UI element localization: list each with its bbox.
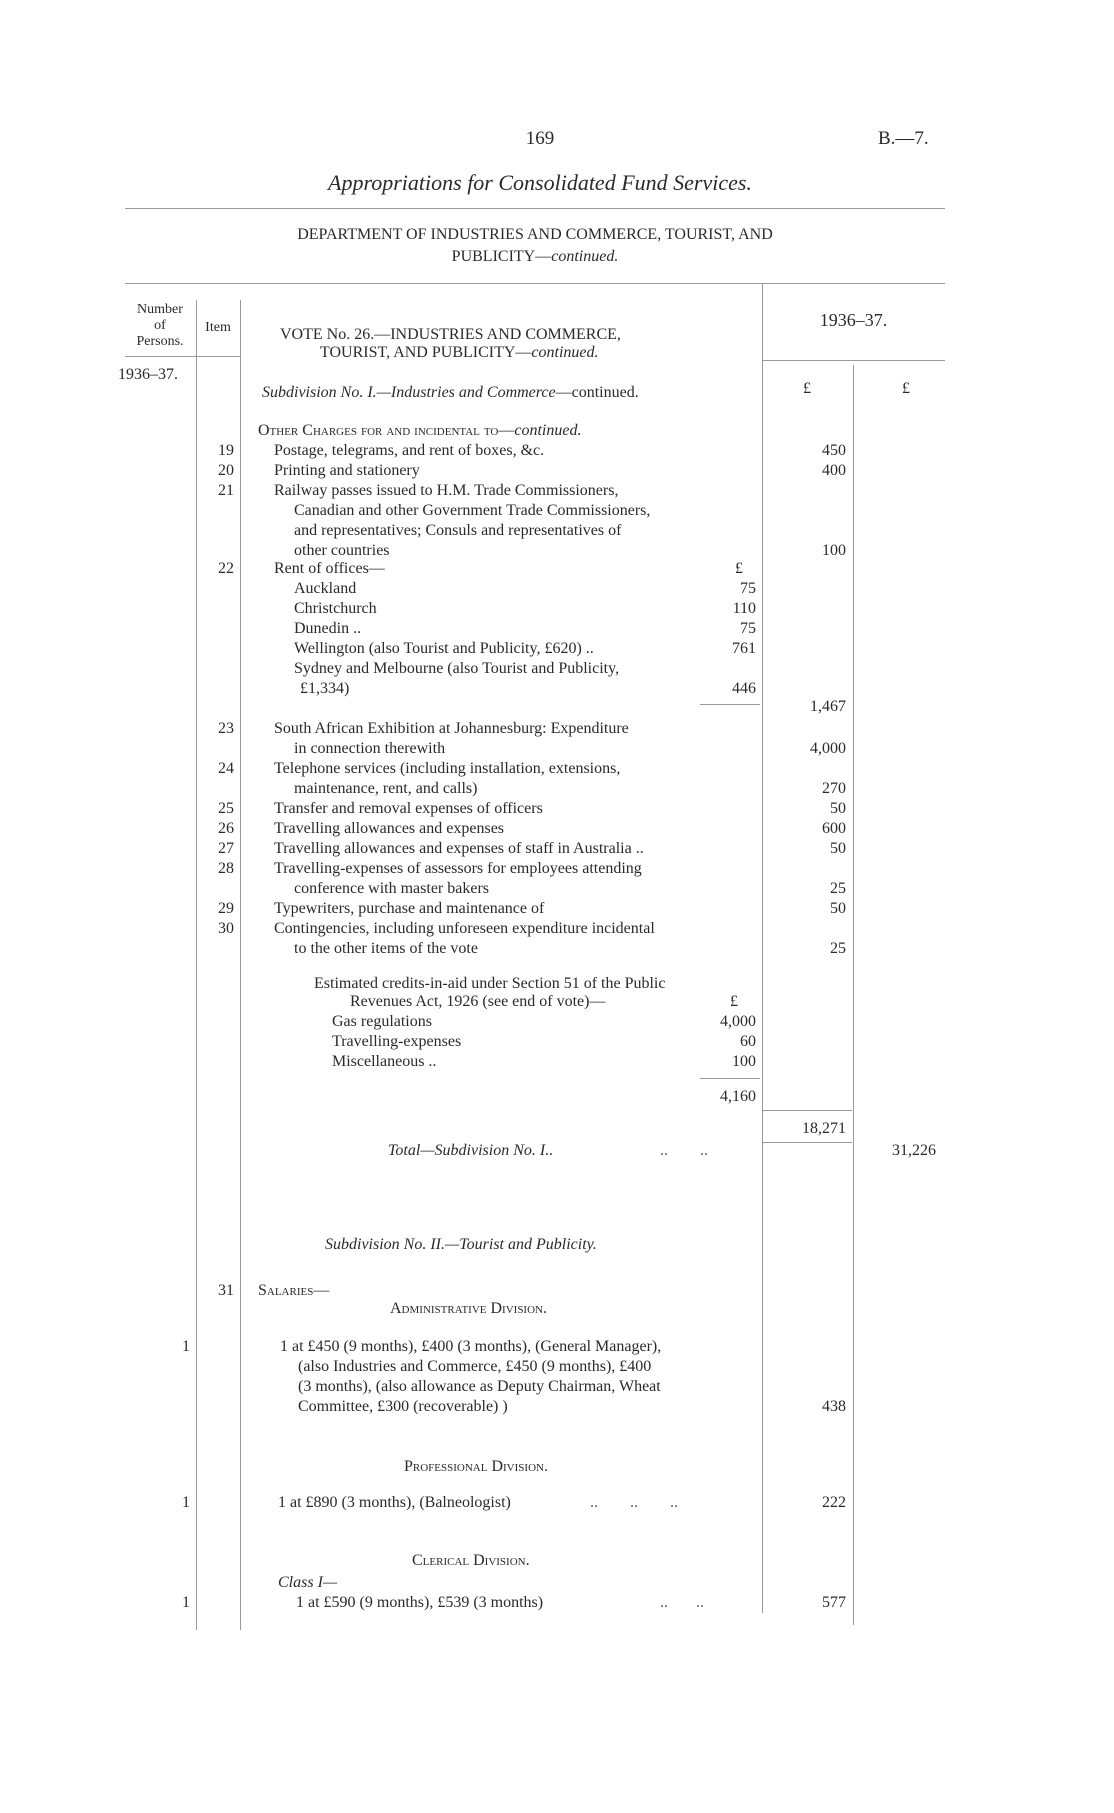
year-header: 1936–37. <box>819 310 888 330</box>
item-amount: 600 <box>822 820 846 837</box>
grand-total-amount: 31,226 <box>892 1142 936 1159</box>
admin-description-line: Committee, £300 (recoverable) ) <box>298 1398 508 1415</box>
prof-persons: 1 <box>182 1494 190 1511</box>
rent-amount: 75 <box>740 620 756 637</box>
item-number: 27 <box>218 840 234 857</box>
rent-amount: 761 <box>732 640 756 657</box>
total-leader-dots: .. .. <box>660 1142 708 1159</box>
persons-year: 1936–37. <box>118 366 178 383</box>
item-description-line: Travelling allowances and expenses <box>274 820 505 837</box>
item-description-line: Telephone services (including installation, extensions, <box>274 760 621 777</box>
prof-leader-dots: .. .. .. <box>590 1494 678 1511</box>
credits-total: 4,160 <box>720 1088 756 1105</box>
administrative-division-heading: Administrative Division. <box>390 1300 547 1317</box>
admin-description-line: (3 months), (also allowance as Deputy Chairman, Wheat <box>298 1378 661 1395</box>
item-description-line: South African Exhibition at Johannesburg: Expenditure <box>274 720 629 737</box>
item-description-line: conference with master bakers <box>294 880 490 897</box>
total-subdivision-label: Total—Subdivision No. I.. <box>388 1142 554 1159</box>
persons-header-1: Number <box>137 302 183 317</box>
vote-heading-2-text: TOURIST, AND PUBLICITY— <box>320 344 532 361</box>
rent-place: Wellington (also Tourist and Publicity, £620) .. <box>294 640 594 657</box>
rent-place: Christchurch <box>294 600 377 617</box>
rent-pound-sign: £ <box>735 560 743 577</box>
persons-header-rule <box>125 356 240 357</box>
page-title: Appropriations for Consolidated Fund Services. <box>328 170 752 195</box>
item-number: 22 <box>218 560 234 577</box>
title-rule <box>125 208 945 209</box>
item-amount: 270 <box>822 780 846 797</box>
item-description-line: Typewriters, purchase and maintenance of <box>274 900 545 917</box>
other-charges-continued: continued. <box>514 422 582 439</box>
item-amount: 4,000 <box>810 740 846 757</box>
subdivision-1-title <box>262 384 639 402</box>
rent-place: Sydney and Melbourne (also Tourist and Publicity, <box>294 660 620 677</box>
item-number: 19 <box>218 442 234 459</box>
item-31: 31 <box>218 1282 234 1299</box>
rent-total: 1,467 <box>810 698 846 715</box>
item-header: Item <box>205 320 231 335</box>
rent-amount: 446 <box>732 680 756 697</box>
rent-sum-rule <box>700 704 760 705</box>
item-number: 21 <box>218 482 234 499</box>
subdivision-1-continued: —continued. <box>555 384 639 401</box>
item-amount: 50 <box>830 840 846 857</box>
rent-amount: 110 <box>732 600 756 617</box>
rent-place: Auckland <box>294 580 357 597</box>
persons-header-2: of <box>154 318 166 333</box>
cler-description: 1 at £590 (9 months), £539 (3 months) <box>296 1594 544 1611</box>
rent-place: Dunedin .. <box>294 620 362 637</box>
vote-continued: continued. <box>531 344 599 361</box>
item-number: 20 <box>218 462 234 479</box>
item-description-line: to the other items of the vote <box>294 940 478 957</box>
item-description-line: Transfer and removal expenses of officers <box>274 800 543 817</box>
item-description-line: Rent of offices— <box>274 560 385 577</box>
subdivision-2-title: Subdivision No. II.—Tourist and Publicity. <box>325 1236 597 1253</box>
professional-division-heading: Professional Division. <box>404 1458 548 1475</box>
item-number: 28 <box>218 860 234 877</box>
pound-column-2: £ <box>902 380 910 397</box>
persons-header-3: Persons. <box>136 334 184 349</box>
credit-amount: 60 <box>740 1033 756 1050</box>
admin-description-line: 1 at £450 (9 months), £400 (3 months), (General Manager), <box>280 1338 662 1355</box>
credit-label: Miscellaneous .. <box>332 1053 437 1070</box>
other-charges-heading <box>258 422 581 440</box>
item-description-line: Travelling allowances and expenses of staff in Australia .. <box>274 840 644 857</box>
department-line-1: DEPARTMENT OF INDUSTRIES AND COMMERCE, TOURIST, AND <box>297 226 773 243</box>
item-description-line: Canadian and other Government Trade Commissioners, <box>294 502 651 519</box>
total-bottom-rule <box>762 1142 852 1143</box>
item-description-line: maintenance, rent, and calls) <box>294 780 478 797</box>
table-top-rule <box>125 283 945 284</box>
rent-place: £1,334) <box>300 680 350 697</box>
subdivision-1-text: Subdivision No. I.—Industries and Commerce <box>262 384 556 401</box>
year-header-rule <box>762 360 945 361</box>
admin-amount: 438 <box>822 1398 846 1415</box>
other-charges-heading-text: Other Charges for and incidental to— <box>258 422 515 439</box>
salaries-heading: Salaries— <box>258 1282 330 1299</box>
item-column-divider <box>240 300 241 1630</box>
cler-leader-dots: .. .. <box>660 1594 704 1611</box>
credits-line-2: Revenues Act, 1926 (see end of vote)— <box>350 993 606 1010</box>
description-column-divider <box>762 283 763 1613</box>
item-number: 29 <box>218 900 234 917</box>
admin-persons: 1 <box>182 1338 190 1355</box>
class-one-label: Class I— <box>278 1574 338 1591</box>
item-amount: 50 <box>830 900 846 917</box>
credit-amount: 100 <box>732 1053 756 1070</box>
credits-pound-sign: £ <box>730 993 738 1010</box>
item-number: 24 <box>218 760 234 777</box>
item-amount: 100 <box>822 542 846 559</box>
cler-amount: 577 <box>822 1594 846 1611</box>
subtotal-amount: 18,271 <box>802 1120 846 1137</box>
item-amount: 50 <box>830 800 846 817</box>
item-number: 23 <box>218 720 234 737</box>
department-line-2 <box>125 248 945 266</box>
item-number: 25 <box>218 800 234 817</box>
amount-column-divider <box>853 365 854 1625</box>
item-description-line: Travelling-expenses of assessors for employees attending <box>274 860 642 877</box>
admin-description-line: (also Industries and Commerce, £450 (9 months), £400 <box>298 1358 652 1375</box>
item-number: 30 <box>218 920 234 937</box>
pound-column-1: £ <box>803 380 811 397</box>
item-amount: 400 <box>822 462 846 479</box>
department-line-2-text: PUBLICITY— <box>451 248 552 265</box>
prof-description: 1 at £890 (3 months), (Balneologist) <box>278 1494 511 1511</box>
cler-persons: 1 <box>182 1594 190 1611</box>
total-top-rule <box>762 1110 852 1111</box>
item-description-line: Postage, telegrams, and rent of boxes, &c. <box>274 442 545 459</box>
vote-heading-2 <box>320 344 599 362</box>
credit-label: Gas regulations <box>332 1013 432 1030</box>
prof-amount: 222 <box>822 1494 846 1511</box>
department-continued: continued. <box>551 248 619 265</box>
credit-label: Travelling-expenses <box>332 1033 462 1050</box>
vote-heading-1: VOTE No. 26.—INDUSTRIES AND COMMERCE, <box>280 326 621 343</box>
item-description-line: Railway passes issued to H.M. Trade Commissioners, <box>274 482 619 499</box>
credit-amount: 4,000 <box>720 1013 756 1030</box>
item-description-line: and representatives; Consuls and representatives of <box>294 522 622 539</box>
item-description-line: Printing and stationery <box>274 462 420 479</box>
item-amount: 450 <box>822 442 846 459</box>
item-number: 26 <box>218 820 234 837</box>
document-reference: B.—7. <box>878 128 929 149</box>
page-number: 169 <box>525 128 555 149</box>
clerical-division-heading: Clerical Division. <box>412 1552 530 1569</box>
item-description-line: in connection therewith <box>294 740 446 757</box>
item-amount: 25 <box>830 880 846 897</box>
item-description-line: other countries <box>294 542 390 559</box>
rent-amount: 75 <box>740 580 756 597</box>
item-amount: 25 <box>830 940 846 957</box>
credits-sum-rule <box>700 1078 760 1079</box>
credits-line-1: Estimated credits-in-aid under Section 51 of the Public <box>314 975 666 992</box>
item-description-line: Contingencies, including unforeseen expenditure incidental <box>274 920 655 937</box>
